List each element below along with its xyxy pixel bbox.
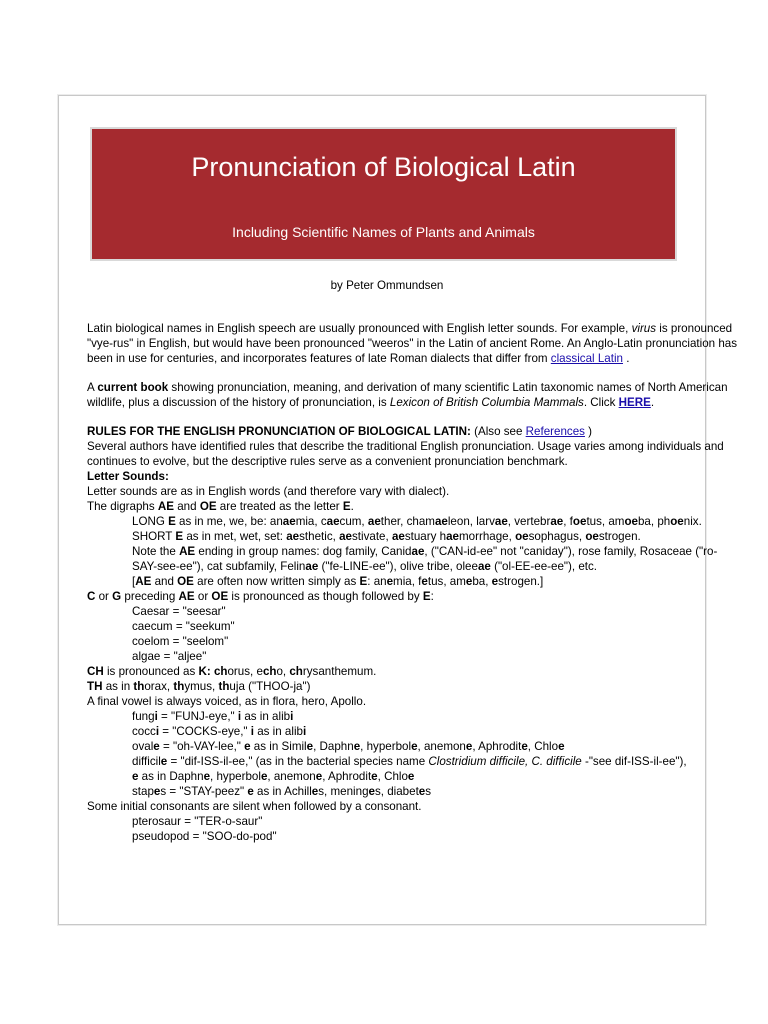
bold: i xyxy=(155,725,160,738)
text: , Aphrodit xyxy=(322,770,372,783)
text: , ("CAN-id-ee" not "caniday"), rose family, Rosaceae ("ro-SAY-see-ee"), cat subfamily, Felin xyxy=(132,545,718,573)
text: ther, cham xyxy=(380,515,435,528)
digraph-rule xyxy=(87,499,742,514)
text: LONG xyxy=(132,515,169,528)
references-link[interactable]: References xyxy=(525,425,585,438)
bold: G xyxy=(112,590,122,603)
text: strogen. xyxy=(598,530,641,543)
text: mia, f xyxy=(393,575,422,588)
text: ending in group names: dog family, Canid xyxy=(195,545,412,558)
text: cocc xyxy=(132,725,156,738)
bold: e xyxy=(153,740,160,753)
bold: th xyxy=(218,680,230,693)
long-e-rule xyxy=(87,514,742,529)
bold: ae xyxy=(282,515,296,528)
bold: ae xyxy=(326,515,340,528)
bold: e xyxy=(418,785,426,798)
text: = "dif-ISS-il-ee," (as in the bacterial species name xyxy=(167,755,429,768)
bold: e xyxy=(465,575,473,588)
bold: AE xyxy=(179,545,196,558)
bold: e xyxy=(521,740,528,753)
simplified-spelling-note xyxy=(87,574,742,589)
page-subtitle: Including Scientific Names of Plants and Animals xyxy=(232,224,535,240)
list-item: pseudopod = "SOO-do-pod" xyxy=(132,830,277,843)
text: , hyperbol xyxy=(360,740,412,753)
text: ba, xyxy=(472,575,492,588)
bold: ae xyxy=(550,515,564,528)
ovale-example xyxy=(87,739,742,754)
bold: e xyxy=(160,755,168,768)
emphasis: Lexicon of British Columbia Mammals xyxy=(389,396,584,409)
short-e-rule xyxy=(87,529,742,544)
bold: e xyxy=(315,770,323,783)
text: ("ol-EE-ee-ee"), etc. xyxy=(490,560,598,573)
text: leon, larv xyxy=(447,515,495,528)
bold: ae xyxy=(367,515,381,528)
difficile-example xyxy=(87,754,742,769)
bold: i xyxy=(250,725,254,738)
title-banner xyxy=(90,127,677,261)
text: is pronounced as xyxy=(103,665,199,678)
bold: e xyxy=(368,785,375,798)
bold: oe xyxy=(585,530,599,543)
text: uja ("THOO-ja") xyxy=(229,680,311,693)
bold: e xyxy=(491,575,499,588)
list-item: Caesar = "seesar" xyxy=(132,605,226,618)
book-paragraph xyxy=(87,380,742,410)
text: showing pronunciation, meaning, and derivation of many scientific Latin taxonomic names of North American wildlife, plus a discussion of the history of pronunciation, is xyxy=(87,381,728,409)
text: is pronounced "vye-rus" in English, but would have been pronounced "weeros" in the Latin of ancient Rome. An Anglo-Latin pronunciation has been in use for centuries, and incorporates features of late Roman dialects that differ from xyxy=(87,322,738,365)
fungi-example xyxy=(87,709,742,724)
bold: OE xyxy=(177,575,194,588)
text: difficil xyxy=(132,755,161,768)
text: as in Daphn xyxy=(138,770,204,783)
here-link[interactable] xyxy=(619,396,651,409)
text: sthetic, xyxy=(299,530,340,543)
bold: ae xyxy=(494,515,508,528)
text: [ xyxy=(132,575,136,588)
text: s, mening xyxy=(318,785,369,798)
stapes-example xyxy=(87,784,742,799)
bold: current book xyxy=(97,381,169,394)
bold: K: ch xyxy=(198,665,228,678)
text: stap xyxy=(132,785,154,798)
text: morrhage, xyxy=(459,530,516,543)
text: , anemon xyxy=(267,770,316,783)
text: ("fe-LINE-ee"), olive tribe, olee xyxy=(318,560,478,573)
emphasis: virus xyxy=(631,322,657,335)
text: o, xyxy=(276,665,290,678)
bold: oe xyxy=(624,515,638,528)
bold: ae xyxy=(391,530,405,543)
text: tus, am xyxy=(586,515,625,528)
text: as in alib xyxy=(241,710,291,723)
bold: e xyxy=(386,575,394,588)
text: , Aphrodit xyxy=(472,740,522,753)
list-item: caecum = "seekum" xyxy=(132,620,235,633)
bold: ch xyxy=(289,665,303,678)
text: s xyxy=(425,785,432,798)
bold: e xyxy=(421,575,428,588)
text: or xyxy=(95,590,113,603)
text: , Chlo xyxy=(527,740,559,753)
letter-sounds-heading: Letter Sounds: xyxy=(87,470,169,483)
link-label: HERE xyxy=(618,396,651,409)
cg-rule xyxy=(87,589,742,604)
text: s, diabet xyxy=(374,785,419,798)
bold: i xyxy=(154,710,158,723)
bold: e xyxy=(411,740,418,753)
rules-heading: RULES FOR THE ENGLISH PRONUNCIATION OF BIOLOGICAL LATIN: xyxy=(87,425,471,438)
text: oval xyxy=(132,740,154,753)
text: : an xyxy=(367,575,387,588)
bold: e xyxy=(407,770,415,783)
text: , vertebr xyxy=(507,515,551,528)
text: stuary h xyxy=(404,530,447,543)
bold: e xyxy=(465,740,473,753)
bold: oe xyxy=(670,515,684,528)
th-rule xyxy=(87,679,742,694)
bold: ae xyxy=(305,560,319,573)
bold: E xyxy=(342,500,351,513)
text: and xyxy=(174,500,200,513)
bold: i xyxy=(290,710,294,723)
bold: OE xyxy=(211,590,229,603)
text: (Also see xyxy=(470,425,526,438)
text: sophagus, xyxy=(528,530,586,543)
text: as in met, wet, set: xyxy=(183,530,287,543)
bold: TH xyxy=(87,680,103,693)
bold: e xyxy=(260,770,268,783)
text: mia, c xyxy=(295,515,327,528)
text: rysanthemum. xyxy=(302,665,377,678)
text: . Click xyxy=(583,396,619,409)
emphasis: Clostridium difficile, C. difficile xyxy=(428,755,582,768)
letter-sounds-line: Letter sounds are as in English words (and therefore vary with dialect). xyxy=(87,485,450,498)
text: as in me, we, be: an xyxy=(175,515,283,528)
bold: e xyxy=(558,740,565,753)
bold: e xyxy=(203,770,211,783)
text: The digraphs xyxy=(87,500,158,513)
bold: CH xyxy=(87,665,104,678)
bold: AE xyxy=(178,590,195,603)
byline: by Peter Ommundsen xyxy=(330,279,444,292)
bold: e xyxy=(371,770,378,783)
text: preceding xyxy=(121,590,179,603)
text: are treated as the letter xyxy=(216,500,343,513)
bold: ae xyxy=(434,515,448,528)
classical-latin-link[interactable]: classical Latin xyxy=(550,352,623,365)
text: = "FUNJ-eye," xyxy=(157,710,238,723)
ch-rule xyxy=(87,664,742,679)
bold: E xyxy=(175,530,184,543)
text: : xyxy=(430,590,434,603)
text: ) xyxy=(584,425,593,438)
text: as in xyxy=(102,680,134,693)
bold: i xyxy=(237,710,242,723)
bold: e xyxy=(132,770,139,783)
text: . xyxy=(350,500,354,513)
text: . xyxy=(622,352,630,365)
difficile-example-cont xyxy=(87,769,742,784)
rules-intro: Several authors have identified rules that describe the traditional English pronunciation. Usage varies among individuals and continues to evolve, but the descriptive rules serve as a convenient pronunciation benchmark. xyxy=(87,440,724,468)
bold: ae xyxy=(339,530,352,543)
bold: C xyxy=(87,590,96,603)
text: s = "STAY-peez" xyxy=(160,785,248,798)
bold: ae xyxy=(477,560,491,573)
bold: E xyxy=(422,590,431,603)
bold: E xyxy=(168,515,176,528)
bold: AE xyxy=(135,575,152,588)
bold: E xyxy=(359,575,368,588)
text: as in alib xyxy=(253,725,303,738)
list-item: coelom = "seelom" xyxy=(132,635,229,648)
text: as in Achill xyxy=(253,785,312,798)
text: are often now written simply as xyxy=(193,575,360,588)
bold: e xyxy=(311,785,319,798)
text: is pronounced as though followed by xyxy=(228,590,423,603)
intro-paragraph xyxy=(87,321,742,366)
page-title: Pronunciation of Biological Latin xyxy=(191,152,576,182)
text: ymus, xyxy=(184,680,219,693)
text: as in Simil xyxy=(250,740,307,753)
bold: e xyxy=(244,740,251,753)
bold: e xyxy=(247,785,254,798)
bold: th xyxy=(173,680,185,693)
bold: ae xyxy=(286,530,300,543)
text: , hyperbol xyxy=(210,770,261,783)
text: , Chlo xyxy=(377,770,408,783)
text: , f xyxy=(563,515,573,528)
bold: AE xyxy=(157,500,175,513)
text: Latin biological names in English speech are usually pronounced with English letter sounds. For example, xyxy=(87,322,632,335)
text: , anemon xyxy=(417,740,466,753)
bold: oe xyxy=(572,515,587,528)
text: fung xyxy=(132,710,155,723)
group-names-note xyxy=(87,544,742,574)
silent-consonant-rule: Some initial consonants are silent when followed by a consonant. xyxy=(87,800,422,813)
text: = "oh-VAY-lee," xyxy=(159,740,245,753)
bold: ae xyxy=(411,545,425,558)
bold: e xyxy=(306,740,314,753)
text: = "COCKS-eye," xyxy=(159,725,251,738)
text: strogen.] xyxy=(498,575,544,588)
text: -"see dif-ISS-il-ee"), xyxy=(581,755,687,768)
bold: ch xyxy=(262,665,277,678)
text: or xyxy=(194,590,212,603)
text: ba, ph xyxy=(637,515,671,528)
bold: i xyxy=(302,725,307,738)
bold: e xyxy=(153,785,161,798)
rules-section xyxy=(87,424,742,844)
final-vowel-rule: A final vowel is always voiced, as in flora, hero, Apollo. xyxy=(87,695,367,708)
text: A xyxy=(87,381,98,394)
text: stivate, xyxy=(351,530,392,543)
article-body xyxy=(87,278,742,844)
text: and xyxy=(151,575,178,588)
bold: th xyxy=(133,680,145,693)
list-item: pterosaur = "TER-o-saur" xyxy=(132,815,263,828)
text: cum, xyxy=(339,515,368,528)
text: nix. xyxy=(683,515,702,528)
list-item: algae = "aljee" xyxy=(132,650,207,663)
bold: ae xyxy=(446,530,459,543)
bold: OE xyxy=(199,500,217,513)
text: , Daphn xyxy=(313,740,354,753)
text: . xyxy=(650,396,655,409)
text: SHORT xyxy=(132,530,176,543)
text: Note the xyxy=(132,545,180,558)
text: tus, am xyxy=(427,575,466,588)
bold: e xyxy=(353,740,361,753)
text: orax, xyxy=(144,680,174,693)
cocci-example xyxy=(87,724,742,739)
bold: oe xyxy=(515,530,529,543)
text: orus, e xyxy=(227,665,263,678)
